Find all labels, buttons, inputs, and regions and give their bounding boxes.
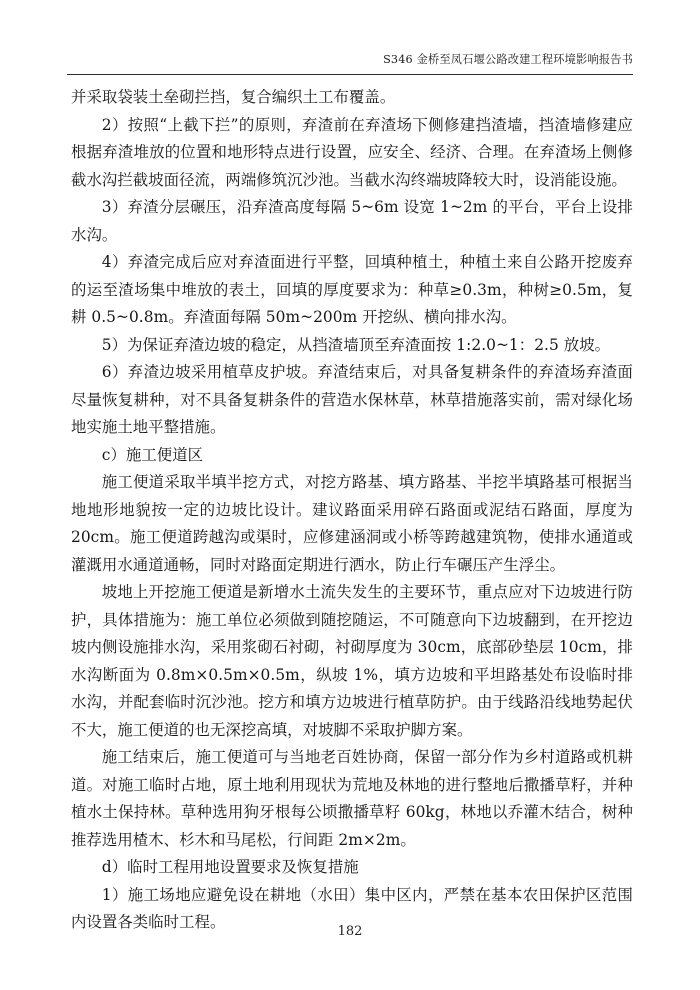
paragraph-c-2: 坡地上开挖施工便道是新增水土流失发生的主要环节，重点应对下边坡进行防护，具体措施为：施工单位必须做到随挖随运，不可随意向下边坡翻到，在开挖边坡内侧设施排水沟，采用浆砌石衬砌，衬砌厚度为 30cm，底部砂垫层 10cm，排水沟断面为 0.8m×0.5m×0.5m，纵坡 1%，填方边坡和平坦路基处布设临时排水沟，并配套临时沉沙池。挖方和填方边坡进行植草防护。由于线路沿线地势起伏不大，施工便道的也无深挖高填，对坡脚不采取护脚方案。 xyxy=(71,583,633,739)
header-title: S346 金桥至凤石堰公路改建工程环境影响报告书 xyxy=(383,53,633,66)
heading-section-d: d）临时工程用地设置要求及恢复措施 xyxy=(101,858,359,876)
paragraph-cover-continued: 并采取袋装土垒砌拦挡，复合编织土工布覆盖。 xyxy=(71,88,396,106)
paragraph-item-6: 6）弃渣边坡采用植草皮护坡。弃渣结束后，对具备复耕条件的弃渣场弃渣面尽量恢复耕种，对不具备复耕条件的营造水保林草，林草措施落实前，需对绿化场地实施土地平整措施。 xyxy=(71,363,633,436)
paragraph-d-1: 1）施工场地应避免设在耕地（水田）集中区内，严禁在基本农田保护区范围内设置各类临时工程。 xyxy=(71,885,633,931)
document-body xyxy=(71,84,633,937)
page-header xyxy=(67,48,633,67)
paragraph-item-3: 3）弃渣分层碾压，沿弃渣高度每隔 5~6m 设宽 1~2m 的平台，平台上设排水沟。 xyxy=(71,198,633,244)
paragraph-item-2: 2）按照“上截下拦”的原则，弃渣前在弃渣场下侧修建挡渣墙，挡渣墙修建应根据弃渣堆放的位置和地形特点进行设置，应安全、经济、合理。在弃渣场上侧修截水沟拦截坡面径流，两端修筑沉沙池。当截水沟终端坡降较大时，设消能设施。 xyxy=(71,115,633,189)
paragraph-item-4: 4）弃渣完成后应对弃渣面进行平整，回填种植土，种植土来自公路开挖废弃的运至渣场集中堆放的表土，回填的厚度要求为：种草≥0.3m，种树≥0.5m，复耕 0.5~0.8m。弃渣面每隔 50m~200m 开挖纵、横向排水沟。 xyxy=(71,253,633,326)
paragraph-item-5: 5）为保证弃渣边坡的稳定，从挡渣墙顶至弃渣面按 1:2.0~1：2.5 放坡。 xyxy=(101,335,611,354)
paragraph-c-3: 施工结束后，施工便道可与当地老百姓协商，保留一部分作为乡村道路或机耕道。对施工临时占地，原土地利用现状为荒地及林地的进行整地后撒播草籽，并种植水土保持林。草种选用狗牙根每公顷撒播草籽 60kg，林地以乔灌木结合，树种推荐选用楂木、杉木和马尾松，行间距 2m×2m。 xyxy=(71,748,633,849)
heading-section-c: c）施工便道区 xyxy=(101,445,204,464)
page-number: 182 xyxy=(337,924,363,939)
header-divider xyxy=(67,74,633,75)
page-footer xyxy=(0,920,700,939)
paragraph-c-1: 施工便道采取半填半挖方式，对挖方路基、填方路基、半挖半填路基可根据当地地形地貌按一定的边坡比设计。建议路面采用碎石路面或泥结石路面，厚度为 20cm。施工便道跨越沟或渠时，应修建涵洞或小桥等跨越建筑物，使排水通道或灌溉用水通道通畅，同时对路面定期进行洒水，防止行车碾压产生浮尘。 xyxy=(71,473,633,574)
